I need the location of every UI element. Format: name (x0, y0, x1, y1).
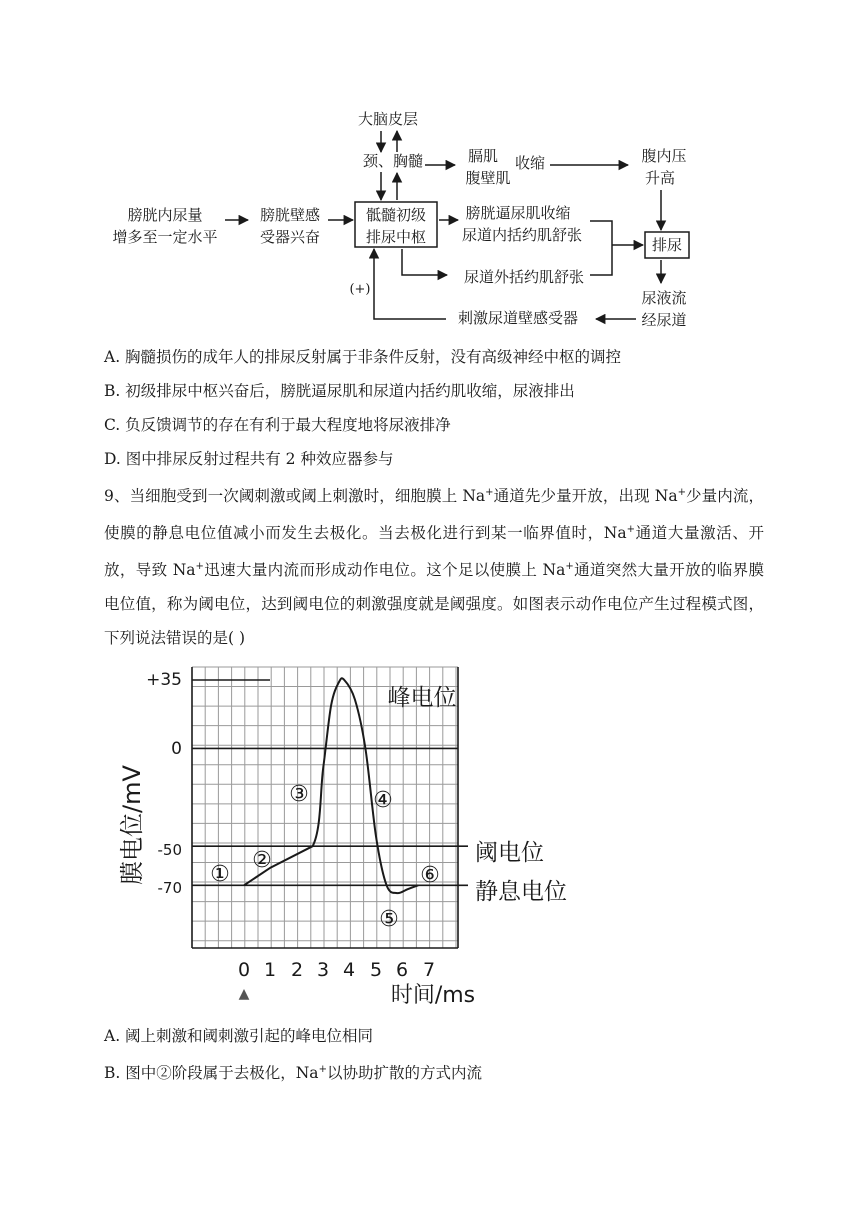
node-spinal-upper: 颈、胸髓 (362, 152, 424, 170)
action-potential-chart (100, 655, 600, 1010)
y-axis-label: 膜电位/mV (118, 765, 146, 885)
node-abdominal-1: 腹内压 (641, 147, 687, 165)
x-tick-7: 7 (422, 959, 436, 981)
label-threshold: 阈电位 (475, 840, 544, 866)
node-flow-1: 尿液流 (641, 289, 687, 307)
node-bladder-volume-1: 膀胱内尿量 (127, 206, 203, 224)
node-contract: 收缩 (514, 154, 546, 172)
x-tick-4: 4 (342, 959, 356, 981)
y-tick-0: 0 (171, 739, 182, 759)
stage-2: ② (252, 848, 272, 873)
q8-option-a: A. 胸髓损伤的成年人的排尿反射属于非条件反射，没有高级神经中枢的调控 (104, 348, 622, 366)
node-detrusor-2: 尿道内括约肌舒张 (461, 226, 583, 244)
x-axis-label: 时间/ms (390, 983, 476, 1008)
node-cortex: 大脑皮层 (357, 110, 419, 128)
node-flow-2: 经尿道 (641, 311, 687, 329)
x-tick-6: 6 (395, 959, 409, 981)
stimulus-marker: ▲ (238, 986, 250, 1002)
node-muscles-2: 腹壁肌 (465, 169, 511, 187)
x-tick-0: 0 (237, 959, 251, 981)
y-tick-35: +35 (146, 670, 182, 690)
node-urination: 排尿 (651, 236, 683, 254)
node-bladder-excite-2: 受器兴奋 (259, 228, 321, 246)
x-tick-2: 2 (290, 959, 304, 981)
x-tick-5: 5 (369, 959, 383, 981)
x-tick-3: 3 (316, 959, 330, 981)
q9-option-b: B. 图中②阶段属于去极化，Na+以协助扩散的方式内流 (104, 1064, 482, 1083)
stage-1: ① (210, 862, 230, 887)
stage-5: ⑤ (379, 907, 399, 932)
q9-option-a: A. 阈上刺激和阈刺激引起的峰电位相同 (104, 1027, 374, 1045)
node-center-2: 排尿中枢 (365, 228, 427, 246)
y-tick-minus-50: -50 (157, 841, 182, 859)
q8-option-d: D. 图中排尿反射过程共有 2 种效应器参与 (104, 450, 394, 468)
q8-option-b: B. 初级排尿中枢兴奋后，膀胱逼尿肌和尿道内括约肌收缩，尿液排出 (104, 382, 575, 400)
node-bladder-excite-1: 膀胱壁感 (259, 206, 321, 224)
node-urethra-receptor: 刺激尿道壁感受器 (457, 309, 579, 327)
node-bladder-volume-2: 增多至一定水平 (112, 228, 218, 246)
stage-4: ④ (373, 788, 393, 813)
stage-3: ③ (289, 782, 309, 807)
q8-option-c: C. 负反馈调节的存在有利于最大程度地将尿液排净 (104, 416, 451, 434)
label-peak: 峰电位 (387, 685, 457, 711)
label-resting: 静息电位 (475, 879, 567, 905)
micturition-reflex-diagram (0, 95, 860, 335)
label-positive-feedback: (+) (349, 282, 371, 297)
q9-stem: 9、当细胞受到一次阈刺激或阈上刺激时，细胞膜上 Na+通道先少量开放，出现 Na+少量内流，使膜的静息电位值减小而发生去极化。当去极化进行到某一临界值时，Na+通道大量激活、开放，导致 Na+迅速大量内流而形成动作电位。这个足以使膜上 Na+通道突然大量开放的临界膜电位值，称为阈电位，达到阈电位的刺激强度就是阈强度。如图表示动作电位产生过程模式图，下列说法错误的是( ) (104, 487, 764, 648)
node-center-1: 骶髓初级 (365, 206, 427, 224)
node-muscles-1: 膈肌 (467, 147, 499, 165)
node-external-sphincter: 尿道外括约肌舒张 (463, 268, 585, 286)
node-abdominal-2: 升高 (644, 169, 676, 187)
y-tick-minus-70: -70 (157, 879, 182, 897)
stage-6: ⑥ (420, 863, 440, 888)
x-tick-1: 1 (263, 959, 277, 981)
node-detrusor-1: 膀胱逼尿肌收缩 (465, 204, 571, 222)
